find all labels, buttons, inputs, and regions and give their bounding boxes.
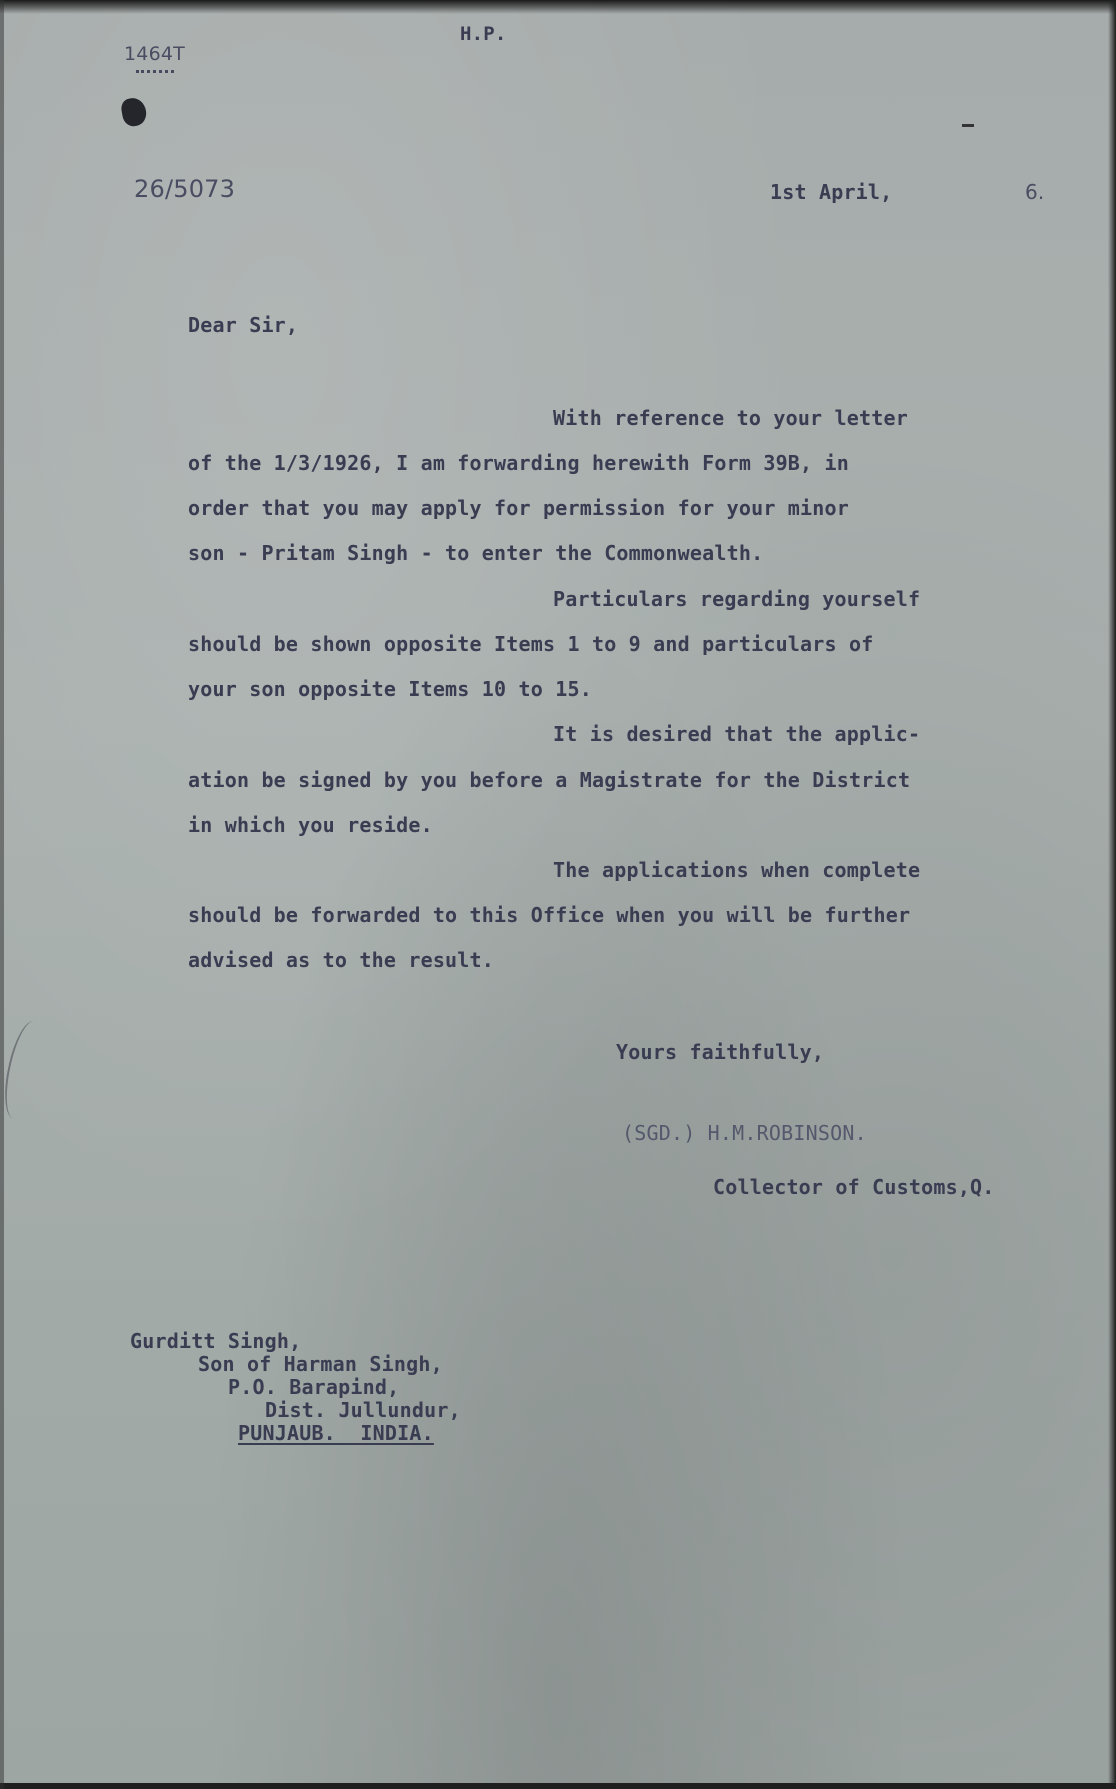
body-line: should be shown opposite Items 1 to 9 and particulars of — [188, 632, 874, 656]
stray-mark — [962, 124, 974, 127]
typist-initials: H.P. — [460, 23, 507, 45]
body-line: Particulars regarding yourself — [553, 587, 921, 611]
address-line: Gurditt Singh, — [130, 1329, 302, 1353]
address-line: P.O. Barapind, — [228, 1375, 400, 1399]
date-number: 6. — [1025, 180, 1045, 204]
scan-edge-left — [0, 0, 4, 1789]
handwritten-reference: 1464T — [124, 43, 185, 65]
letter-date: 1st April, — [770, 180, 893, 204]
scan-edge-bottom — [0, 1783, 1116, 1789]
margin-pencil-mark — [0, 1018, 50, 1122]
scan-edge-top — [0, 0, 1116, 14]
body-line: order that you may apply for permission for your minor — [188, 496, 850, 520]
address-line: PUNJAUB. INDIA. — [238, 1421, 434, 1445]
body-line: It is desired that the applic- — [553, 722, 921, 746]
ink-blot — [120, 96, 148, 128]
body-line: should be forwarded to this Office when you will be further — [188, 903, 911, 927]
signature: (SGD.) H.M.ROBINSON. — [622, 1121, 867, 1145]
file-reference: 26/5073 — [134, 175, 236, 203]
body-line: in which you reside. — [188, 813, 433, 837]
body-line: advised as to the result. — [188, 948, 495, 972]
address-line: Son of Harman Singh, — [198, 1352, 443, 1376]
body-line: The applications when complete — [553, 858, 921, 882]
salutation: Dear Sir, — [188, 313, 299, 337]
reference-underline — [136, 70, 174, 77]
body-line: son - Pritam Singh - to enter the Commonwealth. — [188, 541, 764, 565]
body-line: With reference to your letter — [553, 406, 908, 430]
address-line: Dist. Jullundur, — [265, 1398, 461, 1422]
body-line: of the 1/3/1926, I am forwarding herewith Form 39B, in — [188, 451, 850, 475]
signoff: Yours faithfully, — [616, 1040, 825, 1064]
body-line: your son opposite Items 10 to 15. — [188, 677, 592, 701]
signatory-title: Collector of Customs,Q. — [713, 1175, 995, 1199]
body-line: ation be signed by you before a Magistrate for the District — [188, 768, 911, 792]
scan-edge-right — [1108, 0, 1116, 1789]
